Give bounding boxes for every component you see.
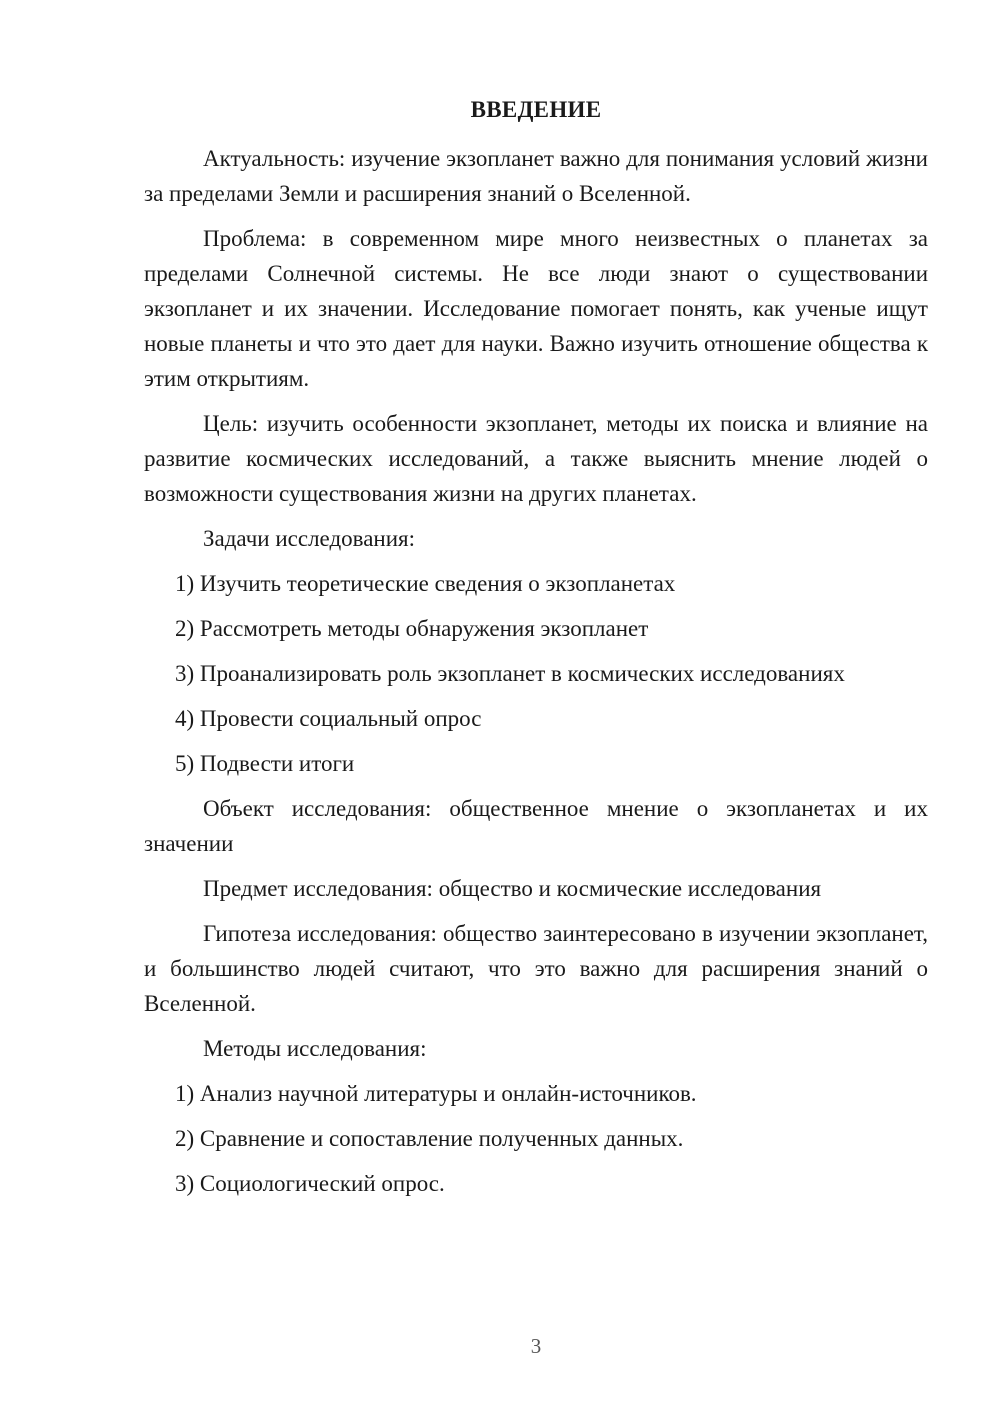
method-item: 3) Социологический опрос. bbox=[175, 1171, 445, 1196]
document-body bbox=[144, 141, 928, 1211]
method-item: 2) Сравнение и сопоставление полученных данных. bbox=[175, 1126, 684, 1151]
goal-paragraph: Цель: изучить особенности экзопланет, методы их поиска и влияние на развитие космических исследований, а также выяснить мнение людей о возможности существования жизни на других планетах. bbox=[144, 411, 928, 506]
task-item: 1) Изучить теоретические сведения о экзопланетах bbox=[175, 571, 676, 596]
relevance-paragraph: Актуальность: изучение экзопланет важно для понимания условий жизни за пределами Земли и расширения знаний о Вселенной. bbox=[144, 146, 928, 206]
problem-paragraph: Проблема: в современном мире много неизвестных о планетах за пределами Солнечной системы. Не все люди знают о существовании экзопланет и их значении. Исследование помогает понять, как ученые ищут новые планеты и что это дает для науки. Важно изучить отношение общества к этим открытиям. bbox=[144, 226, 928, 391]
subject-paragraph: Предмет исследования: общество и космические исследования bbox=[203, 876, 822, 901]
tasks-heading: Задачи исследования: bbox=[203, 526, 416, 551]
methods-heading: Методы исследования: bbox=[203, 1036, 427, 1061]
task-item: 2) Рассмотреть методы обнаружения экзопланет bbox=[175, 616, 649, 641]
method-item: 1) Анализ научной литературы и онлайн-источников. bbox=[175, 1081, 697, 1106]
page-title: ВВЕДЕНИЕ bbox=[470, 97, 602, 122]
page-number: 3 bbox=[530, 1334, 542, 1358]
task-item: 5) Подвести итоги bbox=[175, 751, 355, 776]
object-paragraph: Объект исследования: общественное мнение о экзопланетах и их значении bbox=[144, 796, 928, 856]
hypothesis-paragraph: Гипотеза исследования: общество заинтересовано в изучении экзопланет, и большинство людей считают, что это важно для расширения знаний о Вселенной. bbox=[144, 921, 928, 1016]
task-item: 4) Провести социальный опрос bbox=[175, 706, 482, 731]
task-item: 3) Проанализировать роль экзопланет в космических исследованиях bbox=[175, 661, 845, 686]
